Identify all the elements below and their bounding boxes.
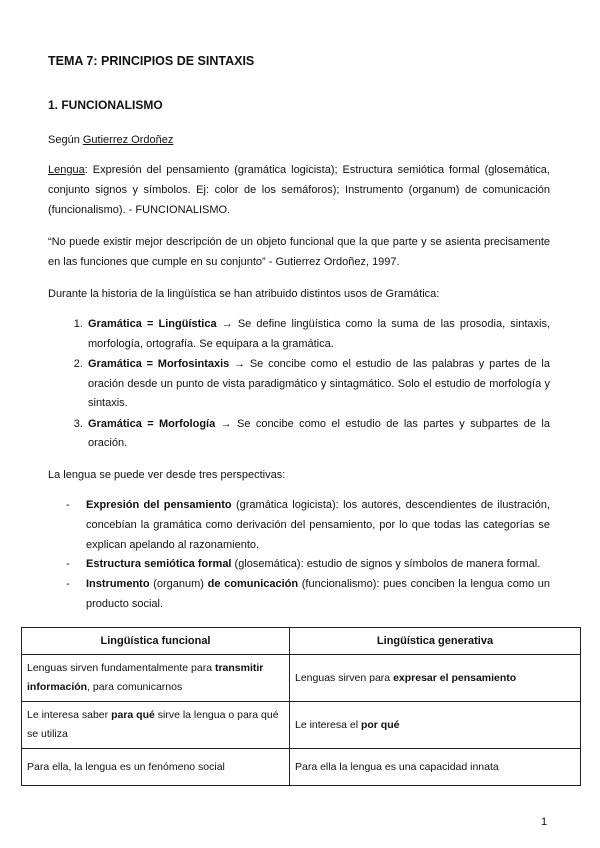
cell-text: Para ella, la lengua es un fenómeno social (27, 760, 225, 773)
lengua-text: : Expresión del pensamiento (gramática logicista); Estructura semiótica formal (glosemática, conjunto signos y símbolos. Ej: color de los semáforos); Instrumento (organum) de comunicación (funcionalismo). - FUNCIONALISMO. (48, 164, 550, 216)
table-header-cell: Lingüística generativa (290, 628, 581, 655)
list-item-text: (funcionalismo): pues conciben la lengua como un producto social. (86, 578, 550, 610)
author-prefix: Según (48, 134, 83, 146)
list-item-text: (glosemática): estudio de signos y símbolos de manera formal. (231, 558, 541, 571)
list-item-text: → Se define lingüística como la suma de las prosodia, sintaxis, morfología, ortografía. Se equipara a la gramática. (88, 318, 550, 350)
cell-text: Lenguas sirven fundamentalmente para (27, 662, 215, 674)
list-item (66, 496, 551, 555)
table-cell (290, 749, 581, 786)
list-item-text: → Se concibe como el estudio de las partes y subpartes de la oración. (88, 417, 550, 449)
list-item-text: → Se concibe como el estudio de las palabras y partes de la oración desde un punto de vista paradigmático y sintagmático. Solo el estudio de morfología y sintaxis. (88, 358, 550, 409)
document-title: TEMA 7: PRINCIPIOS DE SINTAXIS (48, 54, 255, 68)
grammar-uses-list (48, 315, 550, 455)
cell-bold: para qué (111, 709, 155, 721)
list-item-text: (gramática logicista): los autores, descendientes de ilustración, concebían la gramática como derivación del pensamiento, por lo que todas las categorías se explican apelando al razonamiento. (86, 499, 551, 551)
list-item (86, 415, 550, 454)
cell-text: Lenguas sirven para (295, 671, 394, 684)
comparison-table (21, 627, 581, 786)
table-row (22, 749, 581, 786)
page-number: 1 (541, 816, 548, 828)
table-cell (290, 702, 581, 749)
list-item-bold: Expresión del pensamiento (86, 499, 232, 511)
table-row (22, 702, 581, 749)
list-item-bold: Gramática = Lingüística (88, 318, 217, 330)
cell-bold: transmitir información (27, 662, 264, 693)
list-item-bold: Estructura semiótica formal (86, 558, 232, 571)
table-row (22, 655, 581, 702)
list-item-mid: (organum) (149, 578, 208, 591)
cell-text: Para ella la lengua es una capacidad innata (295, 760, 499, 773)
lengua-term: Lengua (48, 164, 85, 176)
list-item (66, 555, 550, 575)
table-header-row (22, 628, 581, 655)
table-cell (290, 655, 581, 702)
list-item (86, 315, 550, 354)
cell-text: Le interesa el (295, 718, 361, 731)
lengua-paragraph (48, 160, 550, 220)
table-cell (22, 749, 290, 786)
quote-paragraph: “No puede existir mejor descripción de un objeto funcional que la que parte y se asienta precisamente en las funciones que cumple en su conjunto” - Gutierrez Ordoñez, 1997. (48, 236, 550, 268)
author-line (48, 130, 550, 150)
list-dash: - (66, 558, 70, 571)
table-cell (22, 702, 290, 749)
table-header-cell: Lingüística funcional (22, 628, 290, 655)
section-heading: 1. FUNCIONALISMO (48, 98, 163, 112)
perspectives-intro: La lengua se puede ver desde tres perspectivas: (48, 469, 286, 481)
cell-text: Le interesa saber (27, 709, 112, 721)
cell-bold: por qué (360, 718, 400, 731)
list-dash: - (66, 499, 70, 511)
table-cell (22, 655, 290, 702)
list-item-bold-2: de comunicación (207, 578, 299, 591)
cell-text-post: , para comunicarnos (87, 681, 183, 693)
cell-text-post: sirve la lengua o para qué se utiliza (27, 709, 279, 740)
cell-bold: expresar el pensamiento (393, 671, 517, 684)
list-dash: - (66, 578, 70, 591)
list-item-bold: Instrumento (86, 578, 150, 591)
list-item-bold: Gramática = Morfología (88, 417, 216, 430)
list-item (86, 355, 550, 414)
perspectives-list (48, 496, 550, 615)
list-item-bold: Gramática = Morfosintaxis (88, 358, 230, 370)
list-item (66, 575, 550, 615)
author-name: Gutierrez Ordoñez (82, 134, 174, 146)
history-intro: Durante la historia de la lingüística se han atribuido distintos usos de Gramática: (48, 288, 440, 300)
